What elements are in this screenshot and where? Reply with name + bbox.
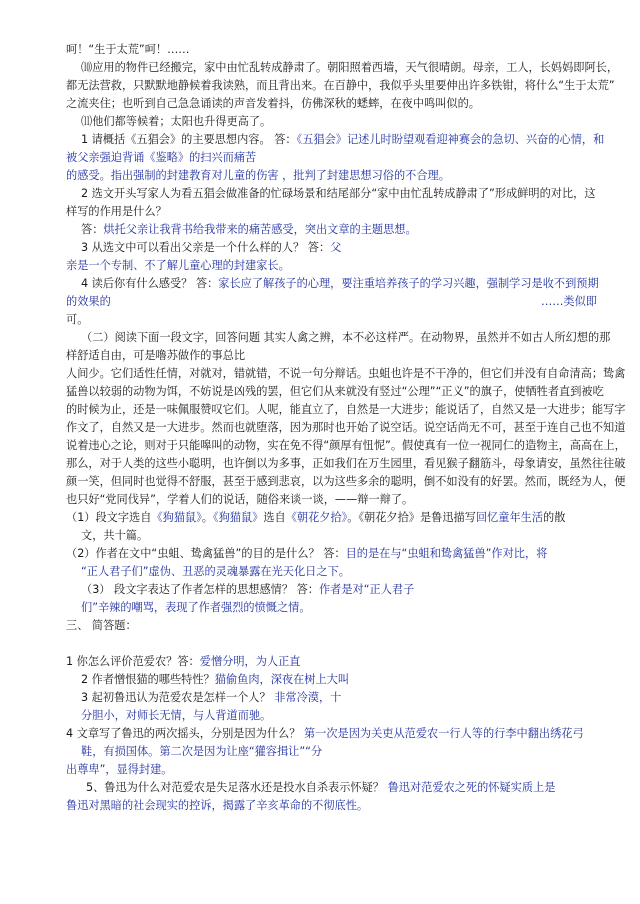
body-text: 2 选文开头写家人为看五猖会做准备的忙碌场景和结尾部分“家中由忙乱转成静肃了”形成鲜明的对比，这 — [81, 187, 596, 200]
text-line — [81, 690, 341, 706]
answer-text: 的效果的 — [66, 295, 111, 308]
answer-text: ”“分 — [299, 745, 323, 758]
text-line — [66, 546, 547, 562]
text-line — [81, 186, 596, 202]
text-line — [66, 654, 300, 670]
text-line — [66, 474, 625, 490]
text-line — [541, 294, 597, 310]
body-text: 猛兽以较弱的动物为饵，不妨说是凶残的罢，但它们从来就没有竖过“公理”“正义”的旗子，使牺牲者直到被吃 — [66, 385, 604, 398]
text-line — [66, 726, 584, 742]
text-line — [81, 60, 618, 76]
text-line — [66, 402, 625, 418]
answer-text: 獾容揖让 — [254, 745, 300, 758]
answer-text: 的感受。指出强制的封建教育对儿童的伤害 ，批判了封建思想习俗的不合理。 — [66, 169, 450, 182]
answer-text: 目的是在与“虫蛆和鸷禽猛兽”作对比，将 — [345, 547, 548, 560]
body-text: 4 文章写了鲁迅的两次摇头，分别是因为什么？ — [66, 727, 304, 740]
body-text: 那么，对于人类的这些小聪明，也许倒以为多事，正如我们在万生园里，看见猴子翻筋斗，母象请安，虽然往往破 — [66, 457, 626, 470]
answer-text: 非常冷漠，十 — [274, 691, 342, 704]
body-text: 样舒适自由，可是噜苏做作的事总比 — [66, 349, 246, 362]
answer-text: 《朝花夕拾》 — [285, 511, 348, 524]
body-text: 5、鲁迅为什么对范爱农是失足落水还是投水自杀表示怀疑？ — [86, 781, 388, 794]
answer-text: 家长应了解孩子的心理，要注重培养孩子的学习兴趣，强制学习是收不到预期 — [218, 277, 599, 290]
body-text: ⑾他们都等候着；太阳也升得更高了。 — [81, 115, 272, 128]
body-text: 可。 — [66, 313, 89, 326]
body-text: 之流夹住；也听到自己急急诵读的声音发着抖，仿佛深秋的蟋蟀，在夜中鸣叫似的。 — [66, 97, 480, 110]
answer-text: 出尊卑”，显得封建。 — [66, 763, 173, 776]
answer-text: 亲是一个专制、不了解儿童心理的封建家长。 — [66, 259, 290, 272]
text-line — [66, 168, 450, 184]
text-line — [66, 312, 88, 328]
text-line — [66, 438, 626, 454]
answer-text: 被父亲强迫背诵《鉴略》的扫兴而痛苦 — [66, 151, 257, 164]
text-line — [66, 78, 615, 94]
answer-text: 父 — [330, 241, 342, 254]
body-text: 2 作者憎恨猫的哪些特性？ — [81, 673, 215, 686]
body-text: 都无法营救，只默默地静候着我读熟，而且背出来。在百静中，我似乎头里要伸出许多铁钳，将什么“生于太荒” — [66, 79, 615, 92]
body-text: （3） 段文字表达了作者怎样的思想感情？ 答： — [81, 583, 319, 596]
text-line — [81, 222, 417, 238]
text-line — [66, 798, 368, 814]
body-text: （二）阅读下面一段文字，回答问题 其实人禽之辨，本不必这样严。在动物界，虽然并不如古人所幻想的那 — [81, 331, 611, 344]
answer-text: 回忆童年生活 — [475, 511, 544, 524]
body-text: 文，共十篇。 — [81, 529, 149, 542]
answer-text: “正人君子们”虚伪、丑恶的灵魂暴露在光天化日之下。 — [81, 565, 350, 578]
body-text: 。《朝花夕拾》是鲁迅描写 — [347, 511, 476, 524]
answer-text: 《五猖会》记述儿时盼望观看迎神赛会的急切、兴奋的心情，和 — [296, 133, 605, 146]
text-line — [66, 492, 413, 508]
text-line — [81, 564, 350, 580]
answer-text: 爱憎分明，为人正直 — [199, 655, 301, 668]
body-text: 选自 — [263, 511, 286, 524]
body-text: 1 请概括《五猖会》的主要思想内容。 答： — [81, 133, 297, 146]
text-line — [81, 240, 341, 256]
body-text: （1）段文字选自 — [66, 511, 152, 524]
answer-text: 烘托父亲让我背书给我带来的痛苦感受，突出文章的主题思想。 — [103, 223, 417, 236]
body-text: 答： — [81, 223, 104, 236]
text-line — [66, 384, 604, 400]
body-text: ⑽应用的物件已经搬完，家中由忙乱转成静肃了。朝阳照着西墙，天气很晴朗。母亲，工人，长妈妈即阿长， — [81, 61, 619, 74]
text-line — [66, 510, 565, 526]
text-line — [66, 618, 137, 634]
text-line — [66, 150, 256, 166]
body-text: 3 起初鲁迅认为范爱农是怎样一个人？ — [81, 691, 275, 704]
text-line — [66, 762, 172, 778]
text-line — [66, 204, 167, 220]
body-text: 说着违心之论，则对于只能嗥叫的动物，实在免不得“颜厚有忸怩”。假使真有一位一视同仁的造物主，高高在上， — [66, 439, 626, 452]
answer-text: ……类似即 — [541, 295, 597, 308]
body-text: 的时候为止，还是一味佩服赞叹它们。人呢，能直立了，自然是一大进步；能说话了，自然又是一大进步；能写字 — [66, 403, 626, 416]
answer-text: 鲁迅对黑暗的社会现实的控诉，揭露了辛亥革命的不彻底性。 — [66, 799, 369, 812]
body-text: 1 你怎么评价范爱农？答： — [66, 655, 200, 668]
text-line — [81, 744, 322, 760]
body-text: 三、 简答题： — [66, 619, 137, 632]
text-line — [66, 42, 189, 58]
body-text: 。 — [201, 511, 213, 524]
answer-text: 作者是对“正人君子 — [318, 583, 415, 596]
body-text: 4 读后你有什么感受？ 答： — [81, 277, 219, 290]
text-line — [66, 258, 290, 274]
body-text: 样写的作用是什么？ — [66, 205, 167, 218]
answer-text: 《狗猫鼠》 — [212, 511, 264, 524]
body-text: 呵！“生于太荒”呵！…… — [66, 43, 190, 56]
text-line — [86, 780, 555, 796]
text-line — [81, 114, 271, 130]
text-line — [81, 132, 604, 148]
answer-text: 第一次是因为关吏从范爱农一行人等的行李中翻出绣花弓 — [303, 727, 584, 740]
text-line — [66, 294, 111, 310]
body-text: （2）作者在文中“虫蛆、鸷禽猛兽”的目的是什么？ 答： — [66, 547, 346, 560]
text-line — [81, 582, 414, 598]
text-line — [81, 600, 311, 616]
text-line — [66, 348, 245, 364]
text-line — [66, 96, 480, 112]
text-line — [66, 366, 625, 382]
answer-text: 鲁迅对范爱农之死的怀疑实质上是 — [387, 781, 556, 794]
body-text: 人间少。它们适性任情，对就对，错就错，不说一句分辩话。虫蛆也许是不干净的，但它们并没有自命清高；鸷禽 — [66, 367, 626, 380]
text-line — [81, 276, 599, 292]
text-line — [81, 528, 148, 544]
text-line — [66, 420, 625, 436]
answer-text: 猫偷鱼肉，深夜在树上大叫 — [214, 673, 350, 686]
answer-text: 分胆小，对师长无情，与人背道而驰。 — [81, 709, 272, 722]
text-line — [81, 672, 349, 688]
body-text: 作文了，自然又是一大进步。然而也就堕落，因为那时也开始了说空话。说空话尚无不可，甚至于连自己也不知道 — [66, 421, 626, 434]
text-line — [81, 708, 271, 724]
answer-text: 们”辛辣的嘲骂，表现了作者强烈的愤慨之情。 — [81, 601, 311, 614]
answer-text: 鞋，有损国体。第二次是因为让座“ — [81, 745, 255, 758]
body-text: 颜一笑，但同时也觉得不舒服，甚至于感到悲哀，以为这些多余的聪明，倒不如没有的好罢。然而，既经为人，便 — [66, 475, 626, 488]
answer-text: 《狗猫鼠》 — [151, 511, 202, 524]
text-line — [66, 456, 625, 472]
body-text: 也只好“党同伐异”，学着人们的说话，随俗来谈一谈，——辩一辩了。 — [66, 493, 414, 506]
body-text: 3 从选文中可以看出父亲是一个什么样的人？ 答： — [81, 241, 331, 254]
text-line — [81, 330, 610, 346]
body-text: 的散 — [543, 511, 566, 524]
